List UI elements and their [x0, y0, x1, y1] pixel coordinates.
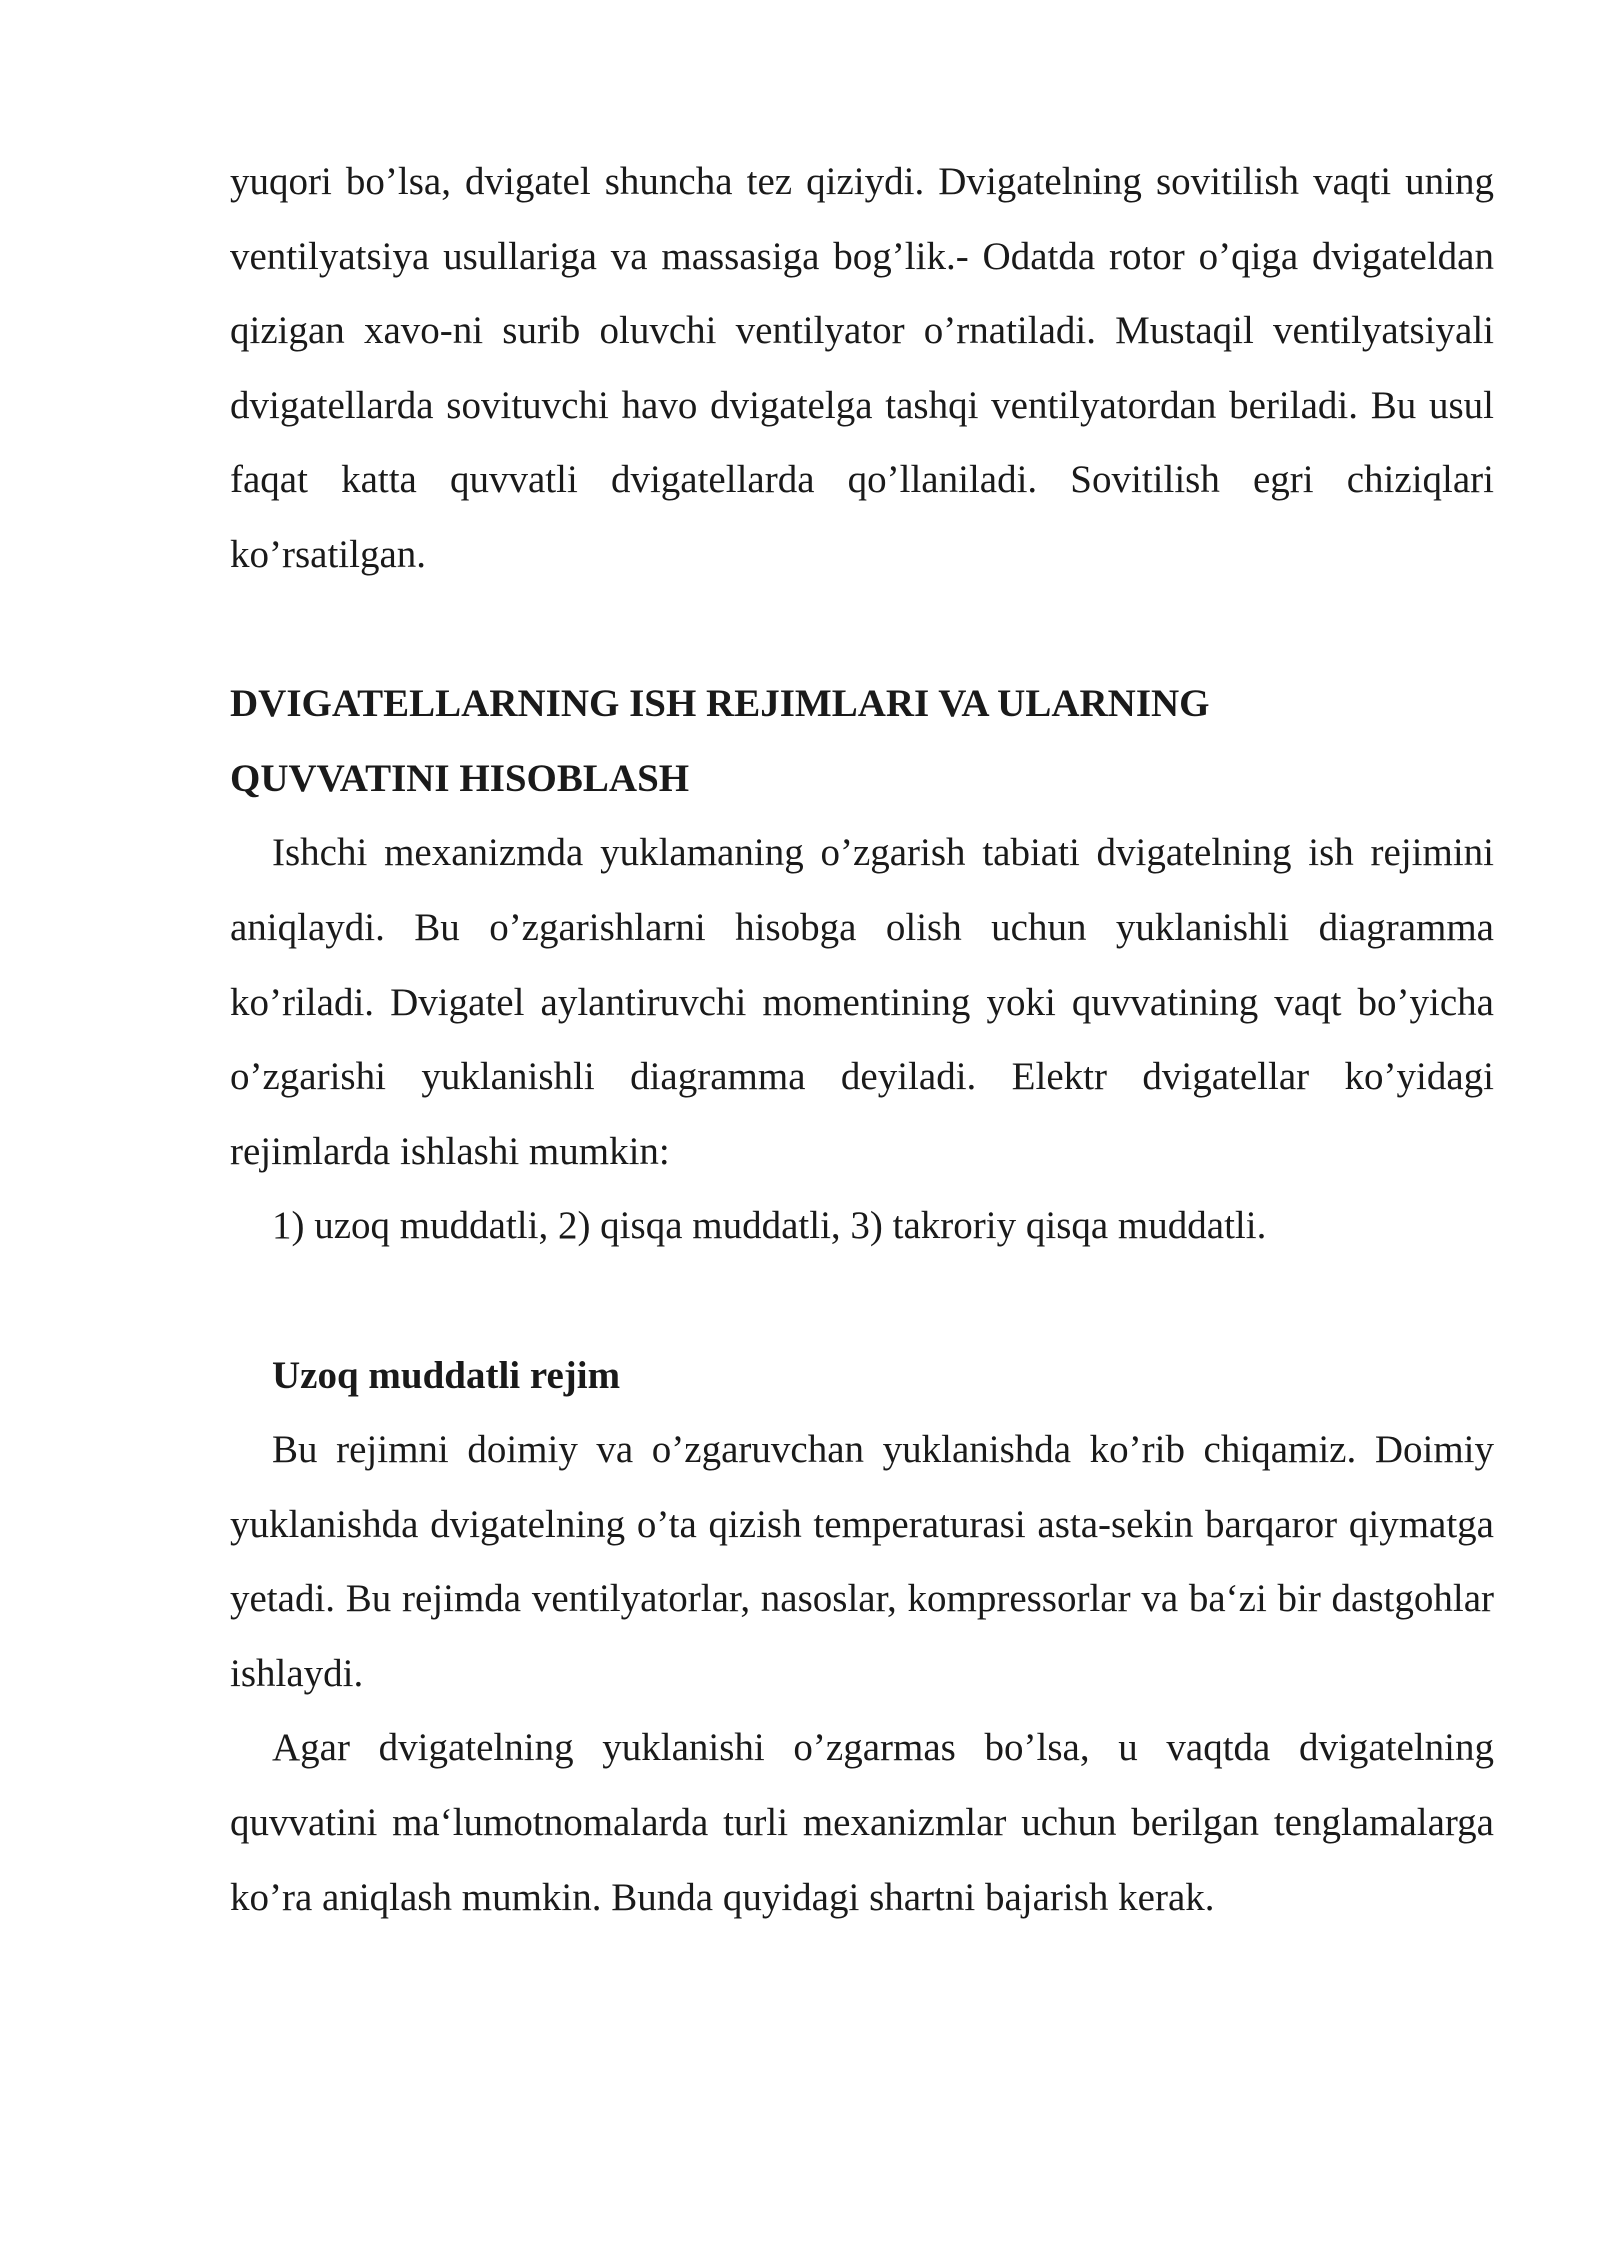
modes-list: 1) uzoq muddatli, 2) qisqa muddatli, 3) takroriy qisqa muddatli. [272, 1204, 1267, 1248]
spacer [230, 1264, 1494, 1339]
paragraph-work-modes: Ishchi mexanizmda yuklamaning o’zgarish tabiati dvigatelning ish rejimini aniqlaydi. Bu o’zgarishlarni hisobga olish uchun yuklanishli diagramma ko’riladi. Dvigatel aylantiruvchi momentining yoki quvvatining vaqt bo’yicha o’zgarishi yuklanishli diagramma deyiladi. Elektr dvigatellar ko’yidagi rejimlarda ishlashi mumkin: [230, 831, 1494, 1173]
paragraph-constant-load: Bu rejimni doimiy va o’zgaruvchan yuklanishda ko’rib chiqamiz. Doimiy yuklanishda dvigatelning o’ta qizish temperaturasi asta-sekin barqaror qiymatga yetadi. Bu rejimda ventilyatorlar, nasoslar, kompressorlar va ba‘zi bir dastgohlar ishlaydi. [230, 1428, 1494, 1695]
section-heading-line-2: QUVVATINI HISOBLASH [230, 756, 690, 800]
spacer [230, 593, 1494, 668]
subheading-long-term-mode: Uzoq muddatli rejim [272, 1353, 621, 1397]
paragraph-power-calculation: Agar dvigatelning yuklanishi o’zgarmas bo’lsa, u vaqtda dvigatelning quvvatini ma‘lumotnomalarda turli mexanizmlar uchun berilgan tenglamalarga ko’ra aniqlash mumkin. Bunda quyidagi shartni bajarish kerak. [230, 1726, 1494, 1919]
intro-paragraph: yuqori bo’lsa, dvigatel shuncha tez qiziydi. Dvigatelning sovitilish vaqti uning ventilyatsiya usullariga va massasiga bog’lik.- Odatda rotor o’qiga dvigateldan qizigan xavo-ni surib oluvchi ventilyator o’rnatiladi. Mustaqil ventilyatsiyali dvigatellarda sovituvchi havo dvigatelga tashqi ventilyatordan beriladi. Bu usul faqat katta quvvatli dvigatellarda qo’llaniladi. Sovitilish egri chiziqlari ko’rsatilgan. [230, 160, 1494, 576]
document-page [230, 145, 1494, 1935]
section-heading-line-1: DVIGATELLARNING ISH REJIMLARI VA ULARNING [230, 682, 1210, 726]
